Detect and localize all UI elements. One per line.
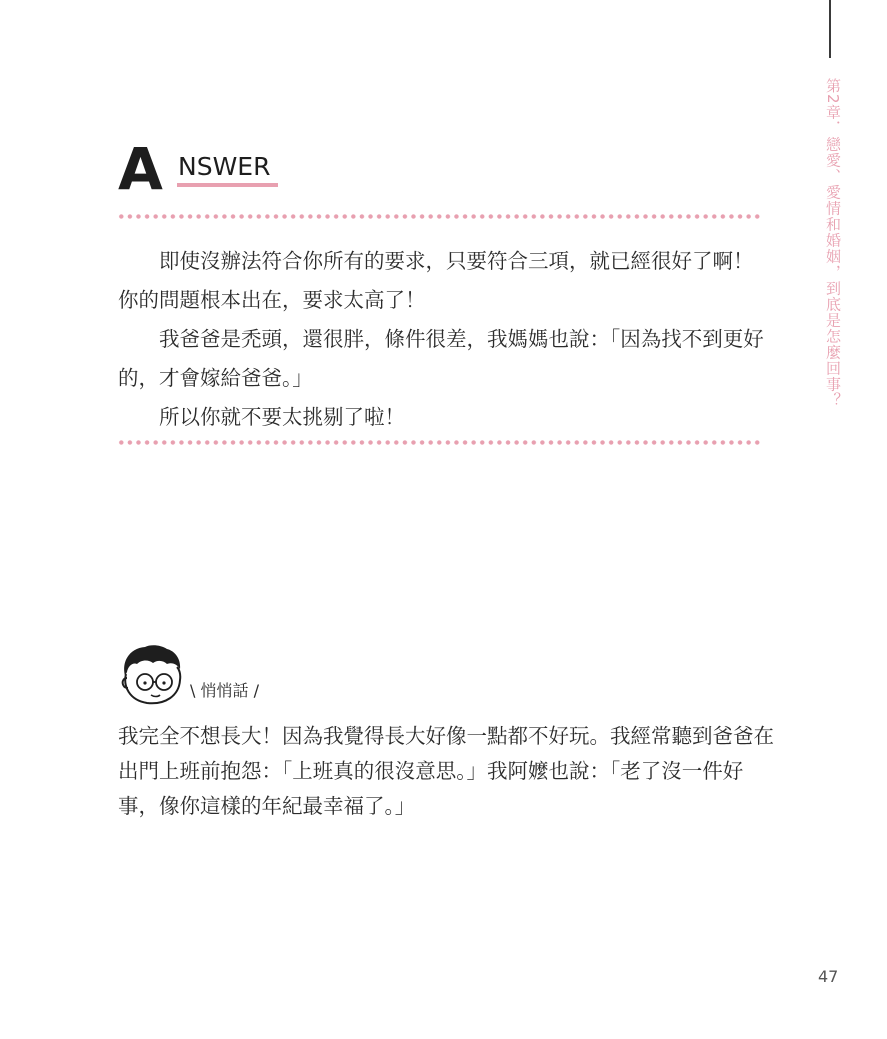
answer-paragraph: 所以你就不要太挑剔了啦！ xyxy=(159,405,405,429)
answer-paragraph: 即使沒辦法符合你所有的要求，只要符合三項，就已經很好了啊！你的問題根本出在，要求太高了！ xyxy=(118,249,754,312)
whisper-paragraph: 我完全不想長大！因為我覺得長大好像一點都不好玩。我經常聽到爸爸在出門上班前抱怨：「上班真的很沒意思。」我阿嬤也說：「老了沒一件好事，像你這樣的年紀最幸福了。」 xyxy=(118,724,774,818)
side-rule xyxy=(829,0,831,58)
answer-big-letter: A xyxy=(118,135,163,203)
page-number: 47 xyxy=(818,967,839,986)
chapter-side-title: 第2章．戀愛、愛情和婚姻，到底是怎麼回事？ xyxy=(824,78,842,409)
dotted-divider-bottom xyxy=(117,440,760,445)
whisper-label: \ 悄悄話 / xyxy=(190,681,259,700)
answer-rest-letters: NSWER xyxy=(178,152,271,181)
dotted-divider-top xyxy=(117,214,760,219)
answer-paragraph: 我爸爸是禿頭，還很胖，條件很差，我媽媽也說：「因為找不到更好的，才會嫁給爸爸。」 xyxy=(118,327,764,390)
whisper-body xyxy=(118,719,778,824)
answer-body xyxy=(118,242,764,437)
answer-underline xyxy=(177,183,278,187)
boy-avatar-icon xyxy=(117,642,187,708)
